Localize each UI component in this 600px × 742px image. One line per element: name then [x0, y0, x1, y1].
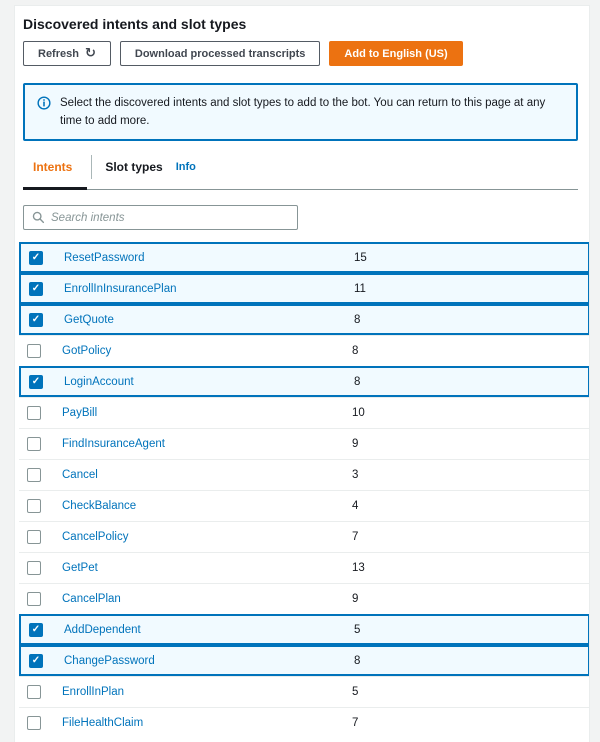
utterance-count: 9 — [352, 593, 359, 605]
tab-bar — [23, 155, 589, 179]
table-row — [19, 707, 590, 738]
search-intents-box[interactable] — [23, 205, 298, 230]
row-checkbox[interactable] — [27, 592, 41, 606]
utterance-count: 11 — [354, 282, 366, 295]
intent-link[interactable]: CheckBalance — [62, 500, 137, 512]
slot-types-info-link[interactable]: Info — [175, 161, 196, 173]
table-row — [19, 459, 590, 490]
table-row — [19, 583, 590, 614]
table-row — [19, 676, 590, 707]
tab-intents[interactable]: Intents — [33, 160, 73, 174]
table-row — [19, 273, 590, 304]
intent-link[interactable]: EnrollInPlan — [62, 686, 125, 698]
utterance-count: 13 — [352, 562, 365, 574]
row-checkbox[interactable] — [27, 437, 41, 451]
info-icon — [37, 96, 51, 115]
download-transcripts-button[interactable]: Download processed transcripts — [120, 41, 321, 66]
table-row — [19, 645, 590, 676]
utterance-count: 7 — [352, 717, 359, 729]
active-tab-indicator — [23, 187, 87, 190]
utterance-count: 5 — [354, 623, 361, 636]
toolbar — [23, 41, 589, 66]
intent-link[interactable]: PayBill — [62, 407, 98, 419]
page-title: Discovered intents and slot types — [23, 16, 247, 32]
intent-link[interactable]: AddDependent — [64, 623, 141, 636]
row-checkbox-checked[interactable]: ✓ — [29, 654, 43, 668]
tab-divider — [91, 155, 92, 179]
table-row — [19, 614, 590, 645]
intent-link[interactable]: GetPet — [62, 562, 98, 574]
discovered-intents-panel — [14, 5, 590, 742]
intent-link[interactable]: FileHealthClaim — [62, 717, 144, 729]
utterance-count: 9 — [352, 438, 359, 450]
row-checkbox[interactable] — [27, 499, 41, 513]
table-row — [19, 521, 590, 552]
utterance-count: 15 — [354, 251, 367, 264]
refresh-icon: ↻ — [84, 46, 96, 61]
tab-underline — [23, 187, 578, 190]
search-icon — [32, 211, 45, 224]
info-alert — [23, 83, 578, 141]
utterance-count: 8 — [354, 313, 361, 326]
table-row — [19, 304, 590, 335]
table-row — [19, 397, 590, 428]
row-checkbox[interactable] — [27, 344, 41, 358]
intent-link[interactable]: EnrollInInsurancePlan — [64, 282, 177, 295]
table-row — [19, 552, 590, 583]
utterance-count: 8 — [354, 654, 361, 667]
refresh-button[interactable] — [23, 41, 111, 66]
intent-link[interactable]: LoginAccount — [64, 375, 134, 388]
intent-link[interactable]: GotPolicy — [62, 345, 112, 357]
info-alert-text: Select the discovered intents and slot types to add to the bot. You can return to this page at any time to add more. — [60, 97, 546, 127]
row-checkbox[interactable] — [27, 468, 41, 482]
tab-slot-types[interactable]: Slot types — [105, 160, 163, 174]
utterance-count: 5 — [352, 686, 359, 698]
row-checkbox[interactable] — [27, 716, 41, 730]
intent-link[interactable]: CancelPolicy — [62, 531, 129, 543]
row-checkbox[interactable] — [27, 530, 41, 544]
row-checkbox-checked[interactable]: ✓ — [29, 313, 43, 327]
add-to-english-button[interactable]: Add to English (US) — [329, 41, 462, 66]
table-row — [19, 366, 590, 397]
row-checkbox-checked[interactable]: ✓ — [29, 623, 43, 637]
row-checkbox-checked[interactable]: ✓ — [29, 375, 43, 389]
table-row — [19, 242, 590, 273]
utterance-count: 8 — [352, 345, 359, 357]
intent-link[interactable]: ResetPassword — [64, 251, 145, 264]
utterance-count: 8 — [354, 375, 361, 388]
intents-table — [19, 242, 590, 738]
table-row — [19, 428, 590, 459]
table-row — [19, 490, 590, 521]
utterance-count: 7 — [352, 531, 359, 543]
intent-link[interactable]: FindInsuranceAgent — [62, 438, 165, 450]
intent-link[interactable]: CancelPlan — [62, 593, 121, 605]
utterance-count: 3 — [352, 469, 359, 481]
utterance-count: 4 — [352, 500, 359, 512]
row-checkbox-checked[interactable]: ✓ — [29, 251, 43, 265]
refresh-button-label: Refresh — [38, 47, 79, 60]
row-checkbox[interactable] — [27, 406, 41, 420]
row-checkbox[interactable] — [27, 685, 41, 699]
intent-link[interactable]: ChangePassword — [64, 654, 155, 667]
row-checkbox-checked[interactable]: ✓ — [29, 282, 43, 296]
utterance-count: 10 — [352, 407, 365, 419]
search-intents-input[interactable] — [51, 212, 289, 224]
table-row — [19, 335, 590, 366]
intent-link[interactable]: GetQuote — [64, 313, 114, 326]
row-checkbox[interactable] — [27, 561, 41, 575]
intent-link[interactable]: Cancel — [62, 469, 98, 481]
